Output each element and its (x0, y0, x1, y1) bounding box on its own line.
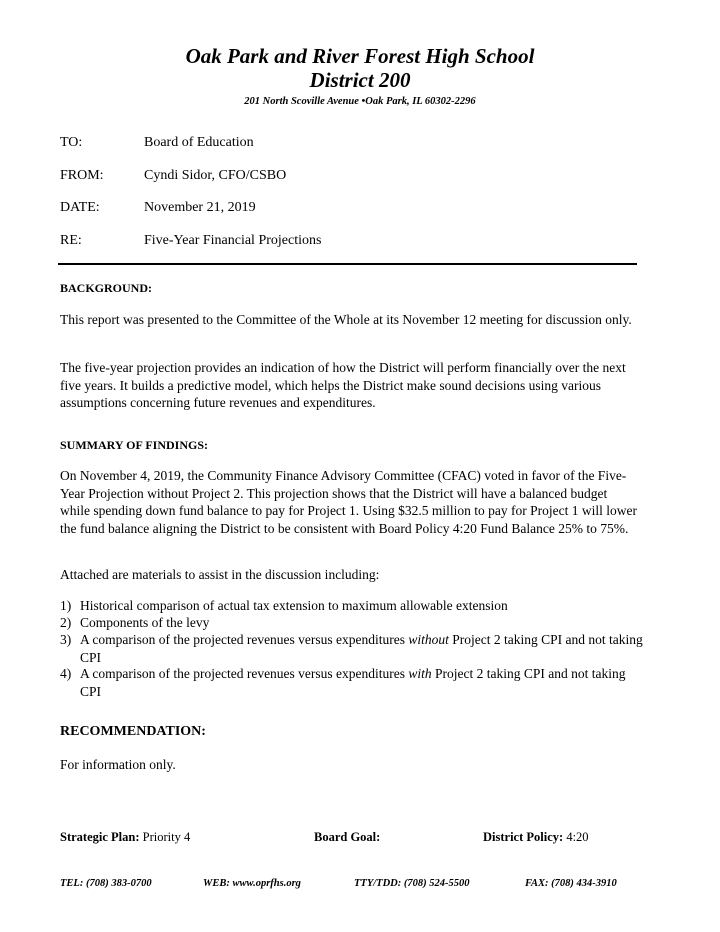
list-text (80, 665, 645, 700)
contact-tel: TEL: (708) 383-0700 (60, 878, 152, 889)
summary-paragraph-2: Attached are materials to assist in the discussion including: (60, 567, 380, 582)
list-number: 4) (60, 666, 72, 681)
to-value: Board of Education (144, 135, 254, 150)
district-name: District 200 (309, 68, 411, 92)
list-text-emphasis: with (408, 666, 432, 681)
re-value: Five-Year Financial Projections (144, 233, 322, 248)
date-label: DATE: (60, 200, 100, 215)
strategic-plan-label: Strategic Plan: (60, 830, 140, 844)
contact-web: WEB: www.oprfhs.org (203, 878, 301, 889)
date-value: November 21, 2019 (144, 200, 256, 215)
list-number: 2) (60, 615, 72, 630)
recommendation-text: For information only. (60, 757, 176, 772)
list-text-pre: A comparison of the projected revenues versus expenditures (80, 666, 409, 681)
list-number: 1) (60, 598, 72, 613)
list-text-post: Project 2 taking CPI and not taking CPI (80, 632, 643, 665)
bullet-separator: • (361, 96, 366, 107)
board-goal (314, 830, 380, 845)
background-paragraph-2: The five-year projection provides an indication of how the District will perform financially over the next five years. It builds a predictive model, which helps the District make sound decisions using various assumptions concerning future revenues and expenditures. (60, 360, 626, 410)
contact-fax: FAX: (708) 434-3910 (525, 878, 617, 889)
address-street: 201 North Scoville Avenue (244, 96, 359, 107)
to-label: TO: (60, 135, 83, 150)
list-text-post: Project 2 taking CPI and not taking CPI (80, 666, 626, 699)
board-goal-label: Board Goal: (314, 830, 381, 844)
list-text (80, 631, 645, 666)
list-number: 3) (60, 632, 72, 647)
list-text-emphasis: without (408, 632, 449, 647)
header-divider (58, 263, 637, 265)
district-policy (483, 830, 589, 845)
summary-heading: SUMMARY OF FINDINGS: (60, 438, 209, 452)
district-policy-label: District Policy: (483, 830, 564, 844)
strategic-plan (60, 830, 190, 845)
district-policy-value: 4:20 (566, 830, 589, 844)
background-paragraph-1: This report was presented to the Committee of the Whole at its November 12 meeting for discussion only. (60, 312, 632, 327)
list-text-pre: A comparison of the projected revenues versus expenditures (80, 632, 409, 647)
strategic-plan-value: Priority 4 (142, 830, 191, 844)
recommendation-heading: RECOMMENDATION: (60, 724, 206, 739)
list-text: Components of the levy (80, 615, 210, 630)
list-text: Historical comparison of actual tax extension to maximum allowable extension (80, 598, 508, 613)
school-address (0, 96, 720, 107)
background-heading: BACKGROUND: (60, 281, 152, 295)
school-name: Oak Park and River Forest High School (185, 44, 535, 68)
contact-tty: TTY/TDD: (708) 524-5500 (354, 878, 470, 889)
from-value: Cyndi Sidor, CFO/CSBO (144, 168, 287, 183)
summary-paragraph-1: On November 4, 2019, the Community Finance Advisory Committee (CFAC) voted in favor of the Five-Year Projection without Project 2. This projection shows that the District will have a balanced budget while spending down fund balance to pay for Project 1. Using $32.5 million to pay for Project 1 will lower the fund balance aligning the District to be consistent with Board Policy 4:20 Fund Balance 25% to 75%. (60, 468, 638, 536)
re-label: RE: (60, 233, 82, 248)
address-city: Oak Park, IL 60302-2296 (365, 96, 476, 107)
from-label: FROM: (60, 168, 104, 183)
